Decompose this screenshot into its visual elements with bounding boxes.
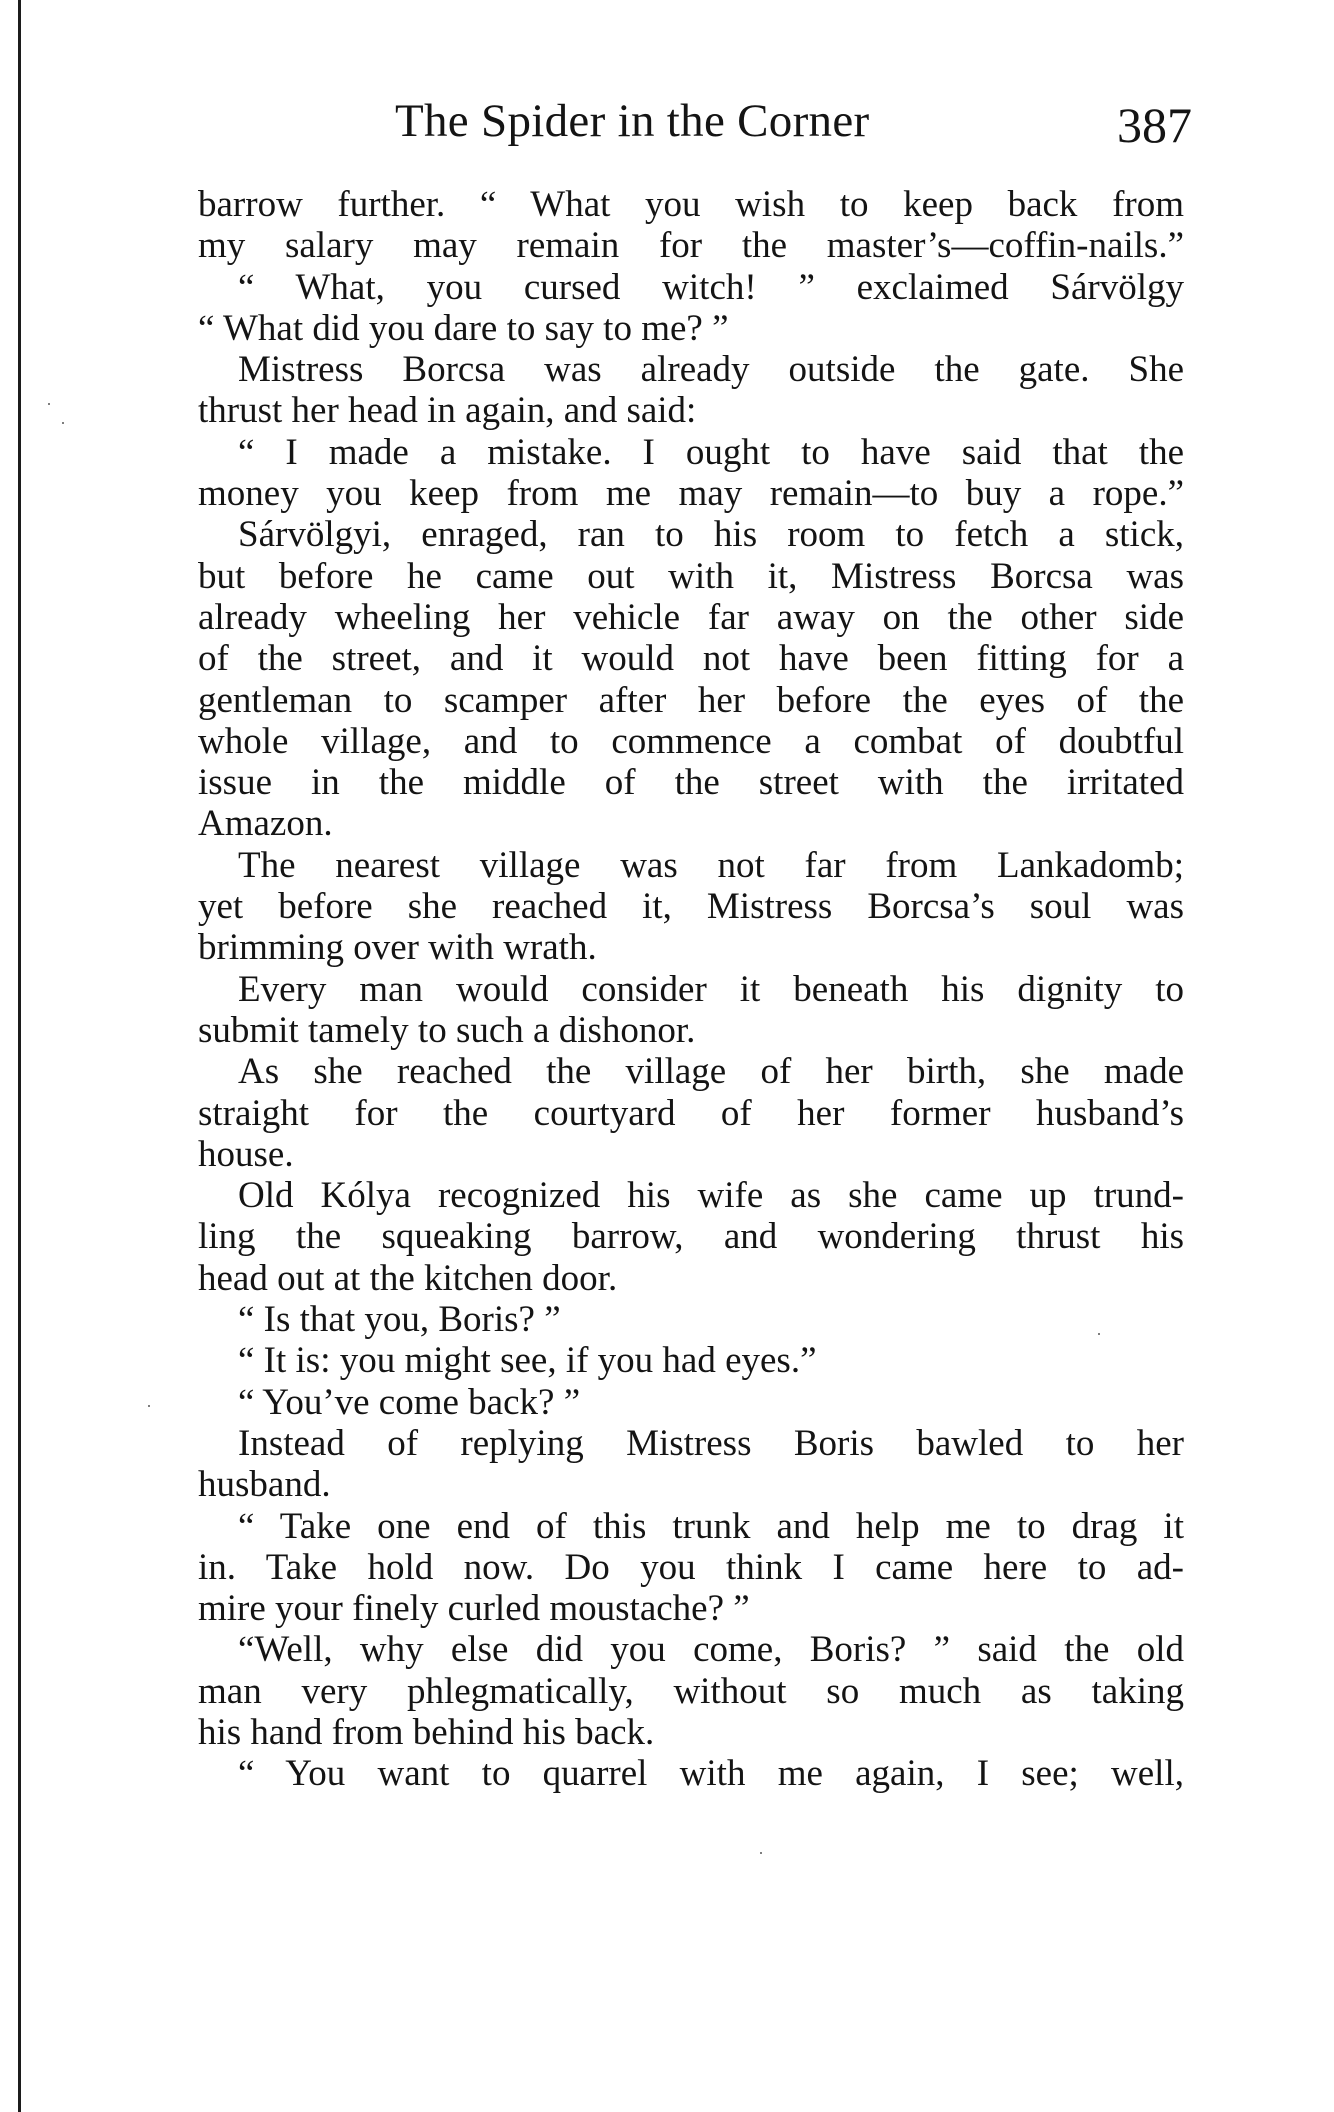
paper-speck	[148, 1405, 150, 1407]
text-line: As she reached the village of her birth, she made	[238, 1051, 1184, 1093]
running-title: The Spider in the Corner	[395, 95, 870, 147]
text-line: in. Take hold now. Do you think I came here to ad-	[198, 1546, 1184, 1588]
text-line: gentleman to scamper after her before the eyes of the	[198, 679, 1184, 721]
text-line: whole village, and to commence a combat of doubtful	[198, 720, 1184, 762]
text-line: of the street, and it would not have been fitting for a	[198, 638, 1184, 680]
paper-speck	[62, 422, 64, 424]
text-line: my salary may remain for the master’s—coffin-nails.”	[198, 225, 1184, 267]
text-line: money you keep from me may remain—to buy a rope.”	[198, 473, 1184, 515]
text-line: but before he came out with it, Mistress Borcsa was	[198, 555, 1184, 597]
text-line: his hand from behind his back.	[198, 1711, 655, 1753]
text-line: straight for the courtyard of her former husband’s	[198, 1092, 1184, 1134]
page-binding-line	[18, 0, 21, 2112]
text-line: “ I made a mistake. I ought to have said that the	[238, 431, 1184, 473]
page-number: 387	[1117, 97, 1192, 153]
text-line: “ It is: you might see, if you had eyes.”	[238, 1340, 817, 1382]
text-line: mire your finely curled moustache? ”	[198, 1588, 750, 1630]
text-line: Amazon.	[198, 803, 333, 845]
text-line: husband.	[198, 1464, 331, 1506]
text-line: brimming over with wrath.	[198, 927, 597, 969]
text-line: yet before she reached it, Mistress Borcsa’s soul was	[198, 886, 1184, 928]
paper-speck	[1098, 1333, 1100, 1335]
text-line: “ What, you cursed witch! ” exclaimed Sárvölgy	[238, 266, 1184, 308]
text-line: “ Is that you, Boris? ”	[238, 1299, 561, 1341]
text-line: Mistress Borcsa was already outside the gate. She	[238, 349, 1184, 391]
text-line: “ You’ve come back? ”	[238, 1381, 581, 1423]
text-line: “ Take one end of this trunk and help me to drag it	[238, 1505, 1184, 1547]
text-line: The nearest village was not far from Lankadomb;	[238, 844, 1184, 886]
paper-speck	[48, 403, 50, 405]
text-line: thrust her head in again, and said:	[198, 390, 697, 432]
text-line: “Well, why else did you come, Boris? ” said the old	[238, 1629, 1184, 1671]
text-line: “ What did you dare to say to me? ”	[198, 307, 729, 349]
text-line: already wheeling her vehicle far away on the other side	[198, 596, 1184, 638]
text-line: barrow further. “ What you wish to keep back from	[198, 184, 1184, 225]
text-line: ling the squeaking barrow, and wondering thrust his	[198, 1216, 1184, 1258]
text-line: Old Kólya recognized his wife as she came up trund-	[238, 1175, 1184, 1217]
text-line: submit tamely to such a dishonor.	[198, 1009, 696, 1051]
text-line: Instead of replying Mistress Boris bawled to her	[238, 1422, 1184, 1464]
running-header	[200, 86, 1192, 156]
paper-speck	[760, 1852, 762, 1854]
text-line: issue in the middle of the street with the irritated	[198, 762, 1184, 804]
text-line: head out at the kitchen door.	[198, 1257, 618, 1299]
text-line: Sárvölgyi, enraged, ran to his room to fetch a stick,	[238, 514, 1184, 556]
text-line: house.	[198, 1133, 294, 1175]
text-line: “ You want to quarrel with me again, I see; well,	[238, 1753, 1184, 1795]
body-text	[198, 184, 1184, 1795]
text-line: man very phlegmatically, without so much as taking	[198, 1670, 1184, 1712]
text-line: Every man would consider it beneath his dignity to	[238, 968, 1184, 1010]
